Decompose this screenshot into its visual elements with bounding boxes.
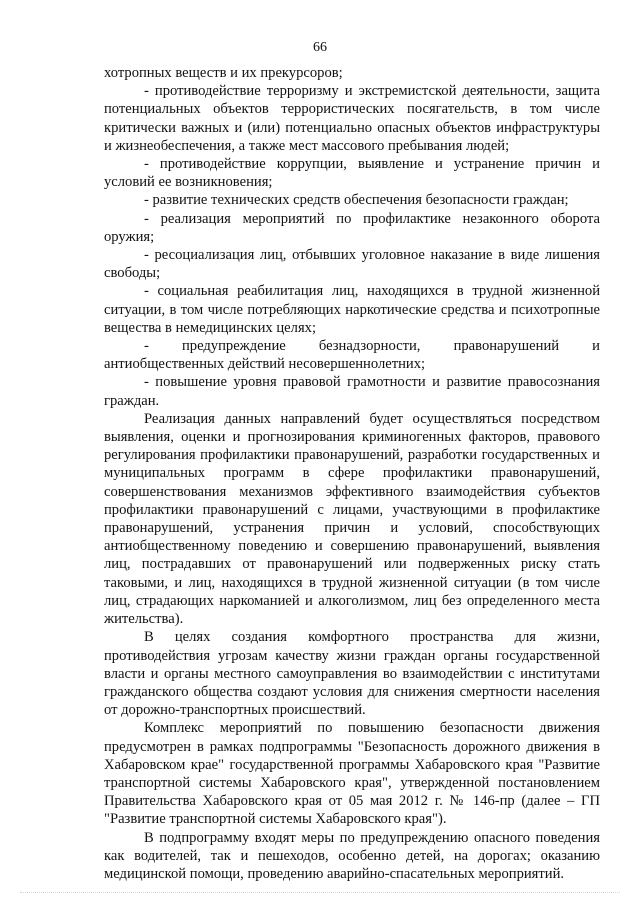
- paragraph-10: Реализация данных направлений будет осуществляться посредством выявления, оценки и прогнозирования криминогенных факторов, правового регулирования профилактики правонарушений, разработки государственных и муниципальных программ в сфере профилактики правонарушений, совершенствования механизмов эффективного взаимодействия субъектов профилактики правонарушений с лицами, участвующими в профилактике правонарушений, устранения причин и условий, способствующих антиобщественному поведению и совершению правонарушений, выявления лиц, пострадавших от правонарушений или подверженных риску стать таковыми, и лиц, находящихся в трудной жизненной ситуации (в том числе лиц, страдающих наркоманией и алкоголизмом, лиц без определенного места жительства).: [104, 410, 600, 628]
- document-body: [104, 64, 600, 883]
- paragraph-8: - предупреждение безнадзорности, правонарушений и антиобщественных действий несовершеннолетних;: [104, 338, 600, 373]
- paragraph-4: - развитие технических средств обеспечения безопасности граждан;: [144, 192, 569, 209]
- paragraph-11: В целях создания комфортного пространства для жизни, противодействия угрозам качеству жизни граждан органы государственной власти и органы местного самоуправления во взаимодействии с институтами гражданского общества создают условия для снижения смертности населения от дорожно-транспортных происшествий.: [104, 629, 600, 719]
- paragraph-2: - противодействие терроризму и экстремистской деятельности, защита потенциальных объектов террористических посягательств, в том числе критически важных и (или) потенциально опасных объектов инфраструктуры и жизнеобеспечения, а также мест массового пребывания людей;: [104, 83, 600, 154]
- paragraph-13: В подпрограмму входят меры по предупреждению опасного поведения как водителей, так и пешеходов, особенно детей, на дорогах; оказанию медицинской помощи, проведению аварийно-спасательных мероприятий.: [104, 829, 600, 882]
- paragraph-12: Комплекс мероприятий по повышению безопасности движения предусмотрен в рамках подпрограммы "Безопасность дорожного движения в Хабаровском крае" государственной программы Хабаровского края "Развитие транспортной системы Хабаровского края", утвержденной постановлением Правительства Хабаровского края от 05 мая 2012 г. № 146-пр (далее – ГП "Развитие транспортной системы Хабаровского края").: [104, 720, 600, 828]
- paragraph-6: - ресоциализация лиц, отбывших уголовное наказание в виде лишения свободы;: [104, 247, 600, 282]
- paragraph-9: - повышение уровня правовой грамотности и развитие правосознания граждан.: [104, 374, 600, 409]
- paragraph-3: - противодействие коррупции, выявление и устранение причин и условий ее возникновения;: [104, 156, 600, 191]
- paragraph-5: - реализация мероприятий по профилактике незаконного оборота оружия;: [104, 210, 600, 245]
- scan-artifact-line: [20, 892, 620, 893]
- paragraph-1: хотропных веществ и их прекурсоров;: [104, 65, 343, 81]
- page-number: 66: [313, 40, 327, 55]
- paragraph-7: - социальная реабилитация лиц, находящихся в трудной жизненной ситуации, в том числе потребляющих наркотические средства и психотропные вещества в немедицинских целях;: [104, 283, 600, 336]
